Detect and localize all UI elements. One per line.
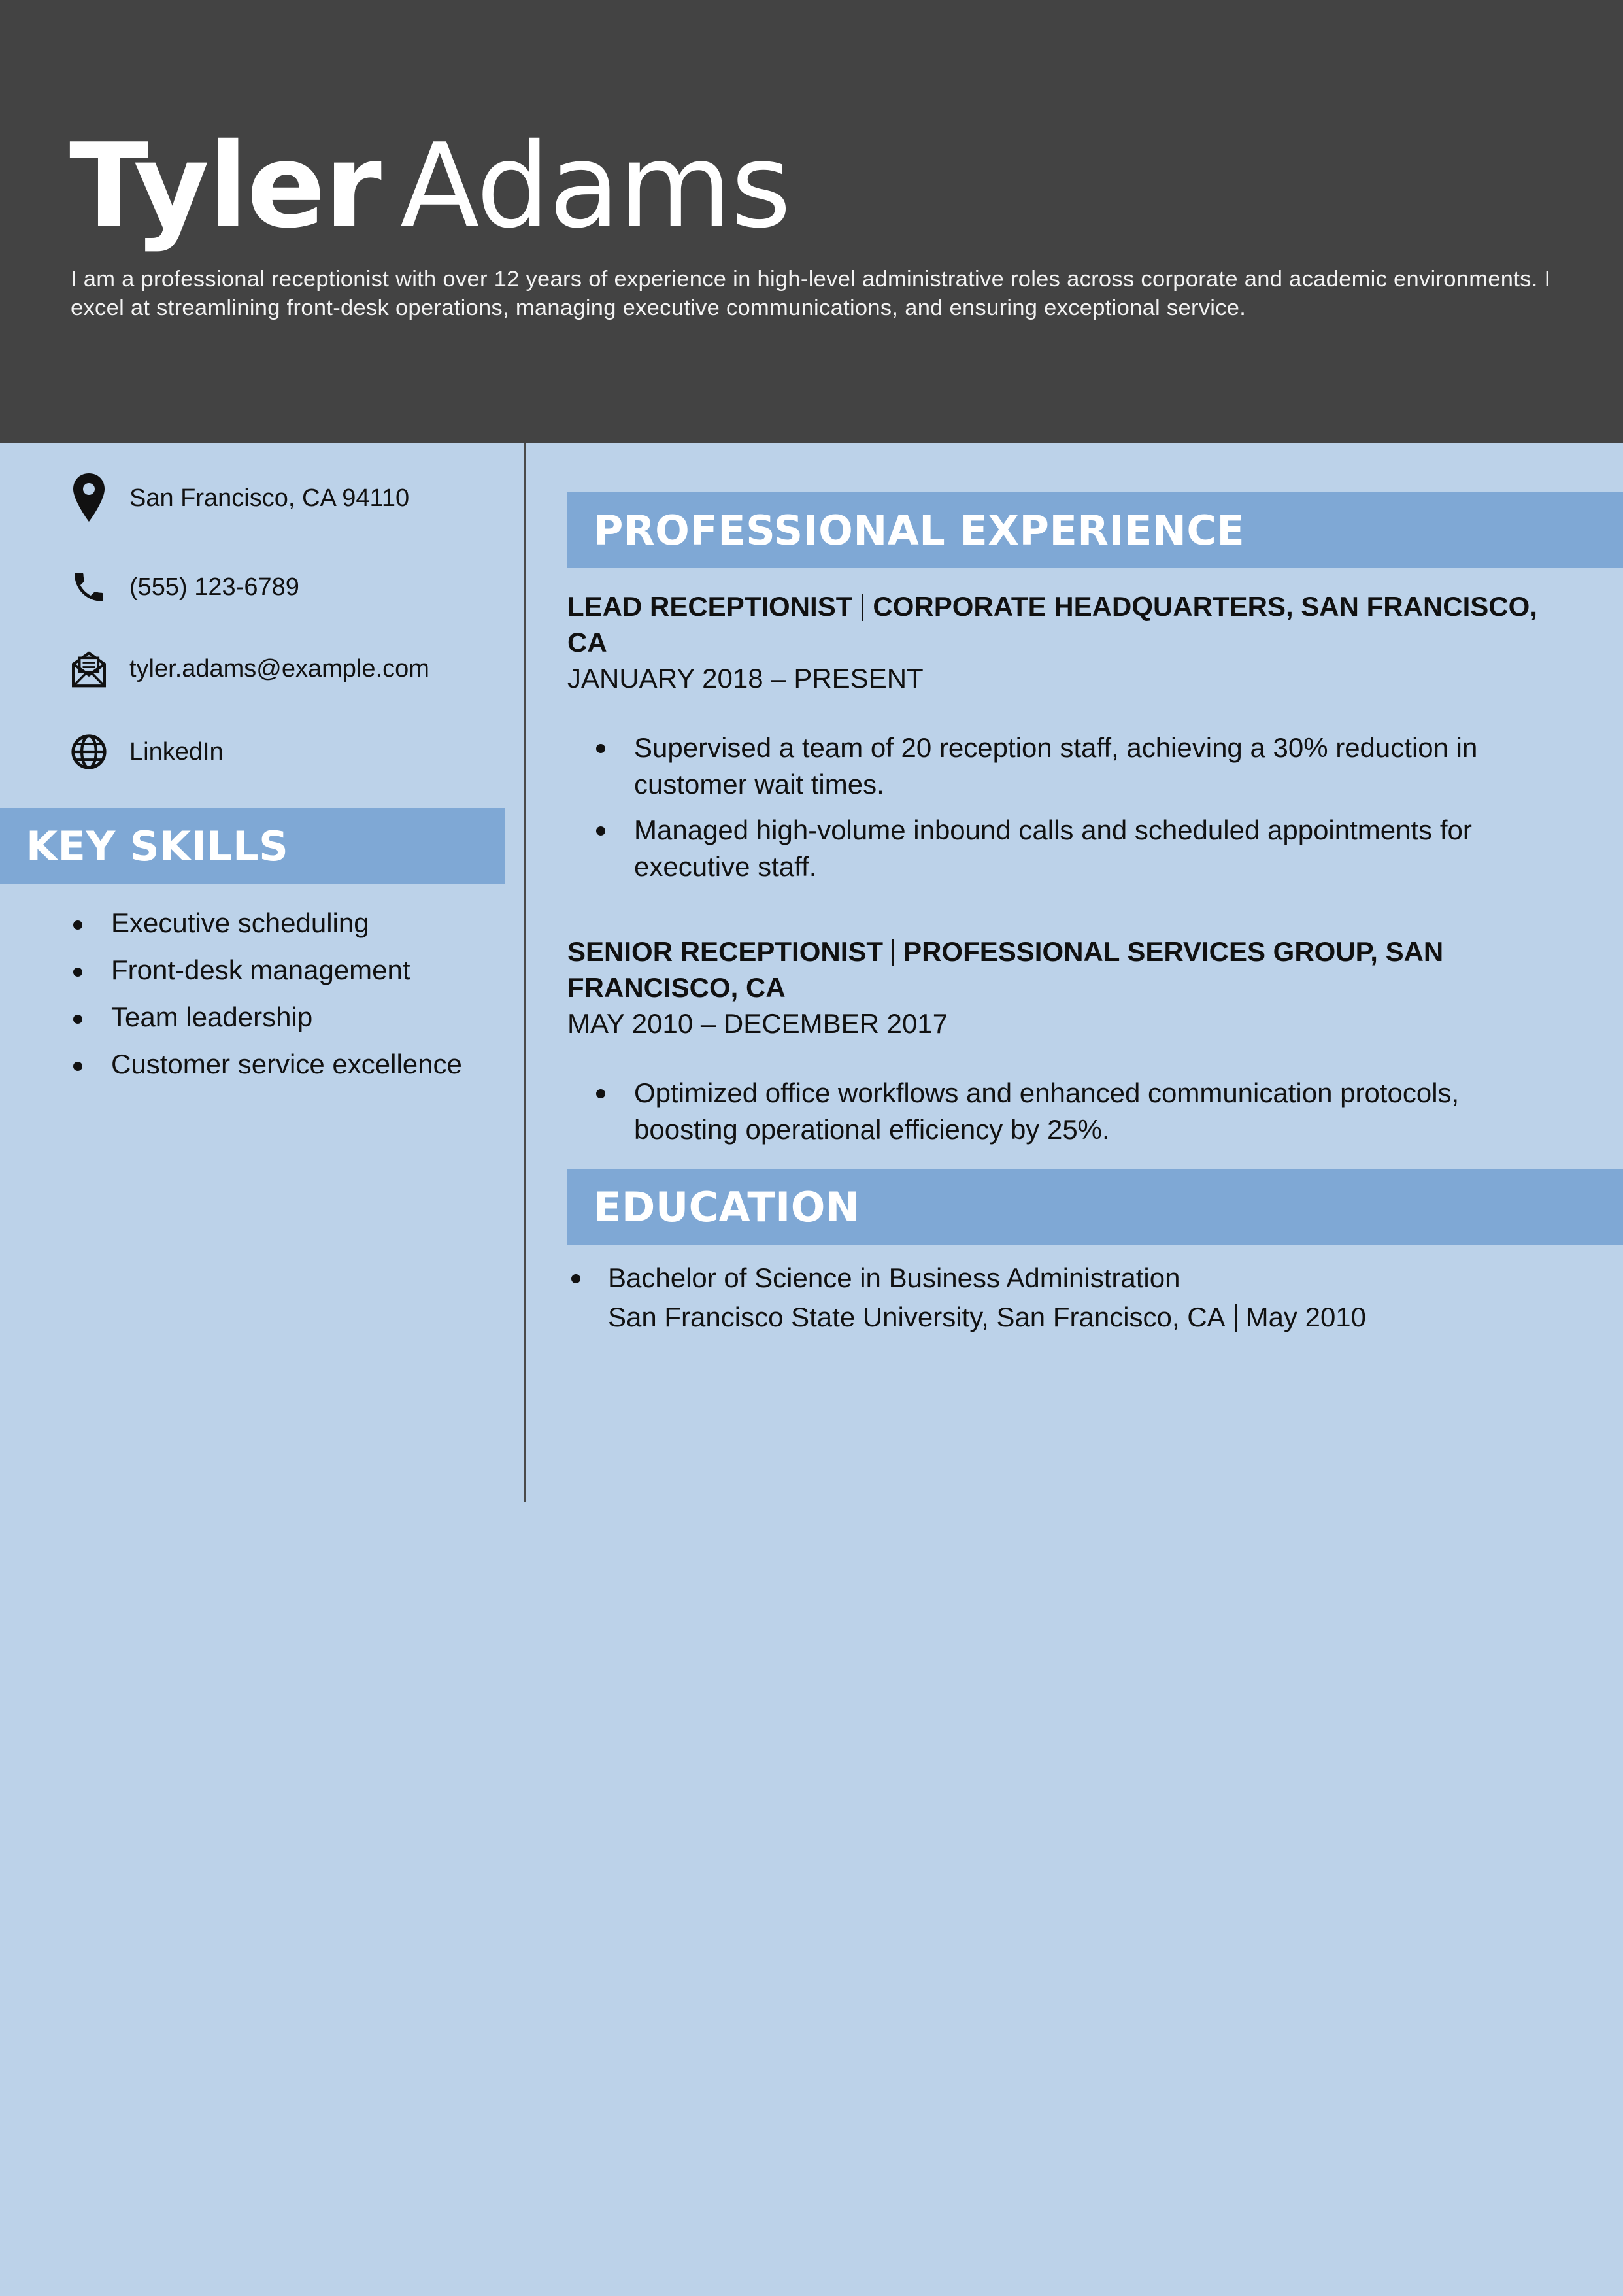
- education-section-header: [567, 1169, 1623, 1245]
- education-item: [567, 1258, 1574, 1337]
- skills-list: [69, 900, 462, 1088]
- skill-item: Front-desk management: [69, 947, 462, 994]
- job-role: SENIOR RECEPTIONIST: [567, 936, 884, 967]
- linkedin-link[interactable]: LinkedIn: [129, 737, 224, 766]
- resume-header: [0, 0, 1623, 443]
- education-list: [567, 1258, 1574, 1337]
- job-bullets: [592, 1075, 1533, 1157]
- contact-email: [69, 643, 514, 695]
- job-company: PROFESSIONAL SERVICES GROUP, SAN FRANCISCO, CA: [567, 936, 1444, 1003]
- envelope-icon: [69, 649, 109, 688]
- skill-item: Executive scheduling: [69, 900, 462, 947]
- job-bullet: Optimized office workflows and enhanced communication protocols, boosting operational efficiency by 25%.: [592, 1075, 1533, 1148]
- location-pin-icon: [69, 479, 109, 518]
- globe-icon: [69, 732, 109, 771]
- contact-phone: [69, 561, 514, 613]
- job-bullet: Managed high-volume inbound calls and scheduled appointments for executive staff.: [592, 812, 1533, 885]
- job-company: CORPORATE HEADQUARTERS, SAN FRANCISCO, CA: [567, 591, 1537, 658]
- job-heading: [567, 934, 1574, 1005]
- job-bullets: [592, 730, 1533, 894]
- job-dates: MAY 2010 – DECEMBER 2017: [567, 1008, 948, 1039]
- job-heading: [567, 588, 1574, 660]
- school-line: [608, 1298, 1574, 1337]
- profile-summary: I am a professional receptionist with over 12 years of experience in high-level administrative roles across corporate and academic environments. I excel at streamlining front-desk operations, managing executive communications, and ensuring exceptional service.: [71, 267, 1551, 320]
- job-bullet: Supervised a team of 20 reception staff, achieving a 30% reduction in customer wait times.: [592, 730, 1533, 803]
- skill-item: Team leadership: [69, 994, 462, 1041]
- contact-location: [69, 472, 514, 524]
- separator-bar: [862, 594, 863, 621]
- location-text: San Francisco, CA 94110: [129, 484, 410, 512]
- school-text: San Francisco State University, San Francisco, CA: [608, 1302, 1226, 1332]
- first-name: Tyler: [69, 118, 380, 254]
- phone-text[interactable]: (555) 123-6789: [129, 573, 299, 601]
- email-link[interactable]: tyler.adams@example.com: [129, 654, 429, 683]
- contact-linkedin: [69, 726, 514, 778]
- experience-title: PROFESSIONAL EXPERIENCE: [594, 506, 1245, 554]
- phone-icon: [69, 567, 109, 607]
- job-dates: JANUARY 2018 – PRESENT: [567, 663, 924, 694]
- skill-item: Customer service excellence: [69, 1041, 462, 1088]
- column-divider: [524, 443, 526, 1502]
- education-title: EDUCATION: [594, 1183, 860, 1231]
- degree-text: Bachelor of Science in Business Administration: [608, 1262, 1180, 1293]
- separator-bar: [1235, 1304, 1237, 1332]
- last-name: Adams: [399, 118, 790, 254]
- job-role: LEAD RECEPTIONIST: [567, 591, 853, 622]
- experience-section-header: [567, 492, 1623, 568]
- skills-title: KEY SKILLS: [26, 822, 289, 870]
- graduation-date: May 2010: [1245, 1302, 1367, 1332]
- skills-section-header: [0, 808, 505, 884]
- candidate-name: [69, 114, 790, 258]
- separator-bar: [892, 939, 894, 966]
